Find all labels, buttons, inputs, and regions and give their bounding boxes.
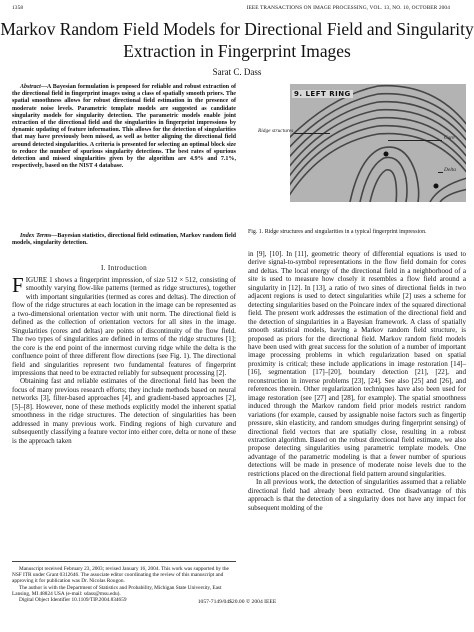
pointer-ridge (294, 133, 330, 134)
pointer-core (388, 140, 442, 141)
index-terms-label: Index Terms— (20, 233, 58, 239)
abstract (12, 84, 236, 170)
figure-image-tag: 9. LEFT RING (294, 90, 351, 98)
footnote-manuscript: Manuscript received February 23, 2003; revised January 16, 2004. This work was supported by the NSF ITR under Grant 0312646. The associate editor coordinating the review of this manuscript and approving it for publication was Dr. Nicolas Rougon. (12, 566, 229, 585)
right-column-text (248, 250, 466, 512)
copyright-footer: 1057-7149/04$20.00 © 2004 IEEE (197, 599, 277, 605)
introduction (12, 273, 236, 445)
figure-1 (248, 84, 466, 206)
section-heading: I. Introduction (100, 264, 148, 272)
abstract-label: Abstract— (20, 84, 47, 90)
index-terms-text: Bayesian statistics, directional field estimation, Markov random field models, singularity detection. (12, 233, 236, 247)
abstract-text: A Bayesian formulation is proposed for reliable and robust extraction of the directional field in fingerprint images using a class of spatially smooth priors. The spatial smoothness allows for robust directional field estimation in the presence of moderate noise levels. Parametric template models are suggested as candidate singularity models for singularity detection. The parametric models enable joint extraction of the directional field and the singularities in fingerprint impressions by dynamic updating of feature information. This allows for the detection of singularities that may have previously been missed, as well as better aligning the directional field around detected singularities. A criteria is presented for selecting an optimal block size to reduce the number of spurious singularity detections. The best rates of spurious detection and missed singularities given by the algorithm are 4.9% and 7.1%, respectively, based on the NIST 4 database. (12, 84, 236, 170)
index-terms (12, 233, 236, 247)
label-delta: Delta (444, 167, 456, 173)
figure-caption: Fig. 1. Ridge structures and singularities in a typical fingerprint impression. (248, 229, 427, 235)
intro-paragraph-1 (12, 273, 236, 377)
fingerprint-image (290, 84, 466, 202)
label-core: Core (444, 135, 455, 141)
footnote-doi: Digital Object Identifier 10.1109/TIP.2004.834659 (19, 597, 127, 604)
footnote (12, 561, 236, 603)
running-header: IEEE TRANSACTIONS ON IMAGE PROCESSING, VOL. 13, NO. 10, OCTOBER 2004 (246, 5, 450, 11)
fingerprint-drawing (290, 84, 466, 202)
label-ridge-structures: Ridge structures (258, 128, 294, 134)
footnote-author: The author is with the Department of Statistics and Probability, Michigan State University, East Lansing, MI 48824 USA (e-mail: sdass@msu.edu). (12, 584, 222, 597)
author: Sarat C. Dass (212, 67, 262, 77)
right-paragraph-1: in [9], [10]. In [11], geometric theory of differential equations is used to derive signal-to-symbol representations in the flow field domain for cores and deltas. The local energy of the directional field in a neighborhood of a site is used to measure how closely it resembles a flow field around a singularity in [12]. In [13], a ratio of two sines of directional fields in two adjacent regions is used to detect singularities while [2] uses a scheme for detecting singularities based on the Poincare index of the squared directional field. The present work addresses the estimation of the directional field and the detection of singularities in a Bayesian framework. A class of spatially smooth statistical models, having a Markov random field structure, is proposed as priors for the directional field. Markov random field models have been used with great success for the solution of a number of important image processing problems in which regularization based on spatial proximity is critical; these include applications in image restoration [14]–[16], segmentation [17]–[20], boundary detection [21], [22], and reconstruction in inverse problems [23], [24]. See also [25] and [26], and references therein. Other regularization techniques have also been used for image restoration (see [27] and [28], for example). The spatial smoothness induced through the Markov random field prior models restrict random variations (for example, caused by assignable noise factors such as fingertip pressure, skin elasticity, and random smudges during fingerprint sensing) of directional field vectors that are spatially close, resulting in a robust extraction algorithm. Based on the robust directional field estimate, we also propose detecting singularities using parametric template models. One advantage of the parametric modeling is that a fewer number of spurious detections will be made in presence of moderate noise levels due to the restrictions placed on the directional field pattern around singularities. (248, 250, 466, 478)
pointer-delta (438, 172, 443, 173)
right-paragraph-2: In all previous work, the detection of singularities assumed that a reliable directional field had already been extracted. One disadvantage of this approach is that the detection of a singularity does not have any impact for subsequent molding of the (248, 478, 466, 512)
paper-title: Markov Random Field Models for Directional Field and Singularity Extraction in Fingerprint Images (0, 19, 474, 61)
intro-text-1: IGURE 1 shows a fingerprint impression, of size 512 × 512, consisting of smoothly varying flow-like patterns (termed as ridge structures), together with important singularities (termed as cores and deltas). The direction of flow of the ridge structures at each location in the image can be represented as a two-dimensional orientation vector with unit norm. The directional field is defined as the collection of orientation vectors for all sites in the image. Singularities (cores and deltas) are points of discontinuity of the flow field. The two types of singularities are defined in terms of the ridge structures [1]; the core is the end point of the innermost curving ridge while the delta is the confluence point of three different flow directions (see Fig. 1). The directional field and singularities represent two fundamental features of fingerprint impressions that need to be extracted reliably for subsequent processing [2]. (12, 276, 236, 377)
page-number: 1358 (12, 5, 24, 11)
intro-paragraph-2: Obtaining fast and reliable estimates of the directional field has been the focus of many previous research efforts; they include methods based on neural networks [3], filter-based approaches [4], and gradient-based approaches [2], [5]–[8]. However, none of these methods explicitly model the inherent spatial smoothness in the ridge structures. The detection of singularities has been addressed in many previous work. Finding regions of high curvature and subsequently classifying a feature vector into either core, delta or none of these is the approach taken (12, 377, 236, 445)
drop-cap: F (12, 273, 24, 297)
